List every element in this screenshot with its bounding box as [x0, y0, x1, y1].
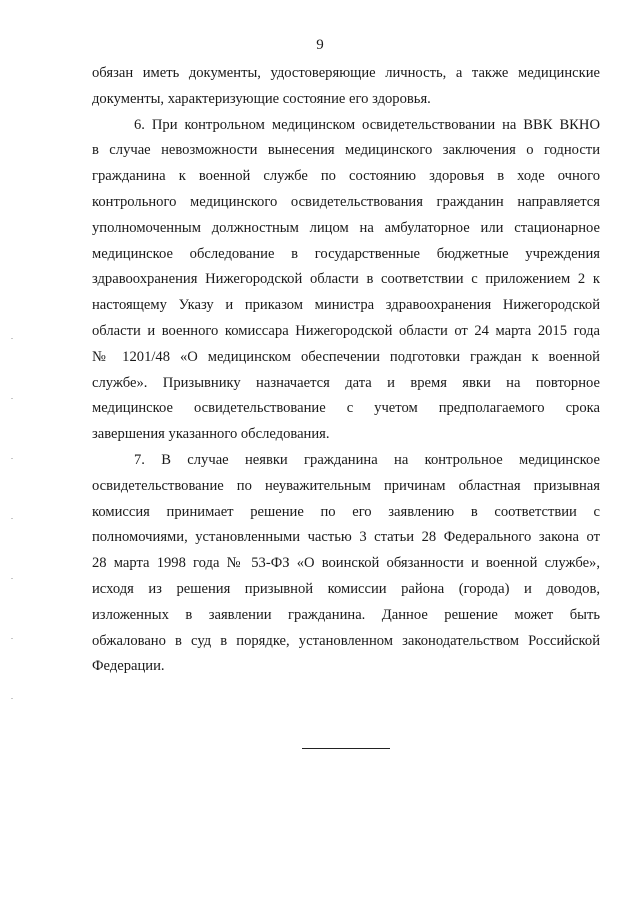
scan-margin-specks	[11, 300, 13, 720]
text-line: уполномоченным должностным лицом на амбулаторное или стационарное	[92, 219, 600, 236]
text-line: медицинское освидетельствование с учетом предполагаемого срока	[92, 400, 600, 417]
text-line: здравоохранения Нижегородской области в соответствии с приложением 2 к	[92, 271, 600, 288]
text-line: 28 марта 1998 года № 53-ФЗ «О воинской обязанности и военной службе»,	[92, 555, 600, 572]
text-line: в случае невозможности вынесения медицинского заключения о годности	[92, 142, 600, 159]
text-line: изложенных в заявлении гражданина. Данное решение может быть	[92, 606, 600, 623]
text-line: № 1201/48 «О медицинском обеспечении подготовки граждан к военной	[92, 348, 600, 365]
text-line: Федерации.	[92, 658, 165, 675]
text-line: настоящему Указу и приказом министра здравоохранения Нижегородской	[92, 297, 600, 314]
text-line: медицинское обследование в государственные бюджетные учреждения	[92, 245, 600, 262]
text-line: исходя из решения призывной комиссии района (города) и доводов,	[92, 580, 600, 597]
paragraph-6	[92, 113, 600, 448]
text-line: документы, характеризующие состояние его здоровья.	[92, 90, 431, 107]
paragraph-continuation	[92, 61, 600, 113]
text-line: 7. В случае неявки гражданина на контрольное медицинское	[134, 451, 600, 468]
text-line: 6. При контрольном медицинском освидетельствовании на ВВК ВКНО	[134, 116, 600, 133]
text-line: завершения указанного обследования.	[92, 426, 330, 443]
document-body	[92, 61, 600, 680]
text-line: полномочиями, установленными частью 3 статьи 28 Федерального закона от	[92, 529, 600, 546]
text-line: гражданина к военной службе по состоянию здоровья в ходе очного	[92, 168, 600, 185]
text-line: освидетельствование по неуважительным причинам областная призывная	[92, 477, 600, 494]
text-line: комиссия принимает решение по его заявлению в соответствии с	[92, 503, 600, 520]
text-line: службе». Призывнику назначается дата и время явки на повторное	[92, 374, 600, 391]
end-of-text-rule	[302, 748, 390, 749]
text-line: обжаловано в суд в порядке, установленном законодательством Российской	[92, 632, 600, 649]
text-line: контрольного медицинского освидетельствования гражданин направляется	[92, 193, 600, 210]
page-number: 9	[316, 37, 324, 53]
paragraph-7	[92, 448, 600, 680]
text-line: обязан иметь документы, удостоверяющие личность, а также медицинские	[92, 65, 600, 81]
text-line: области и военного комиссара Нижегородской области от 24 марта 2015 года	[92, 322, 600, 339]
